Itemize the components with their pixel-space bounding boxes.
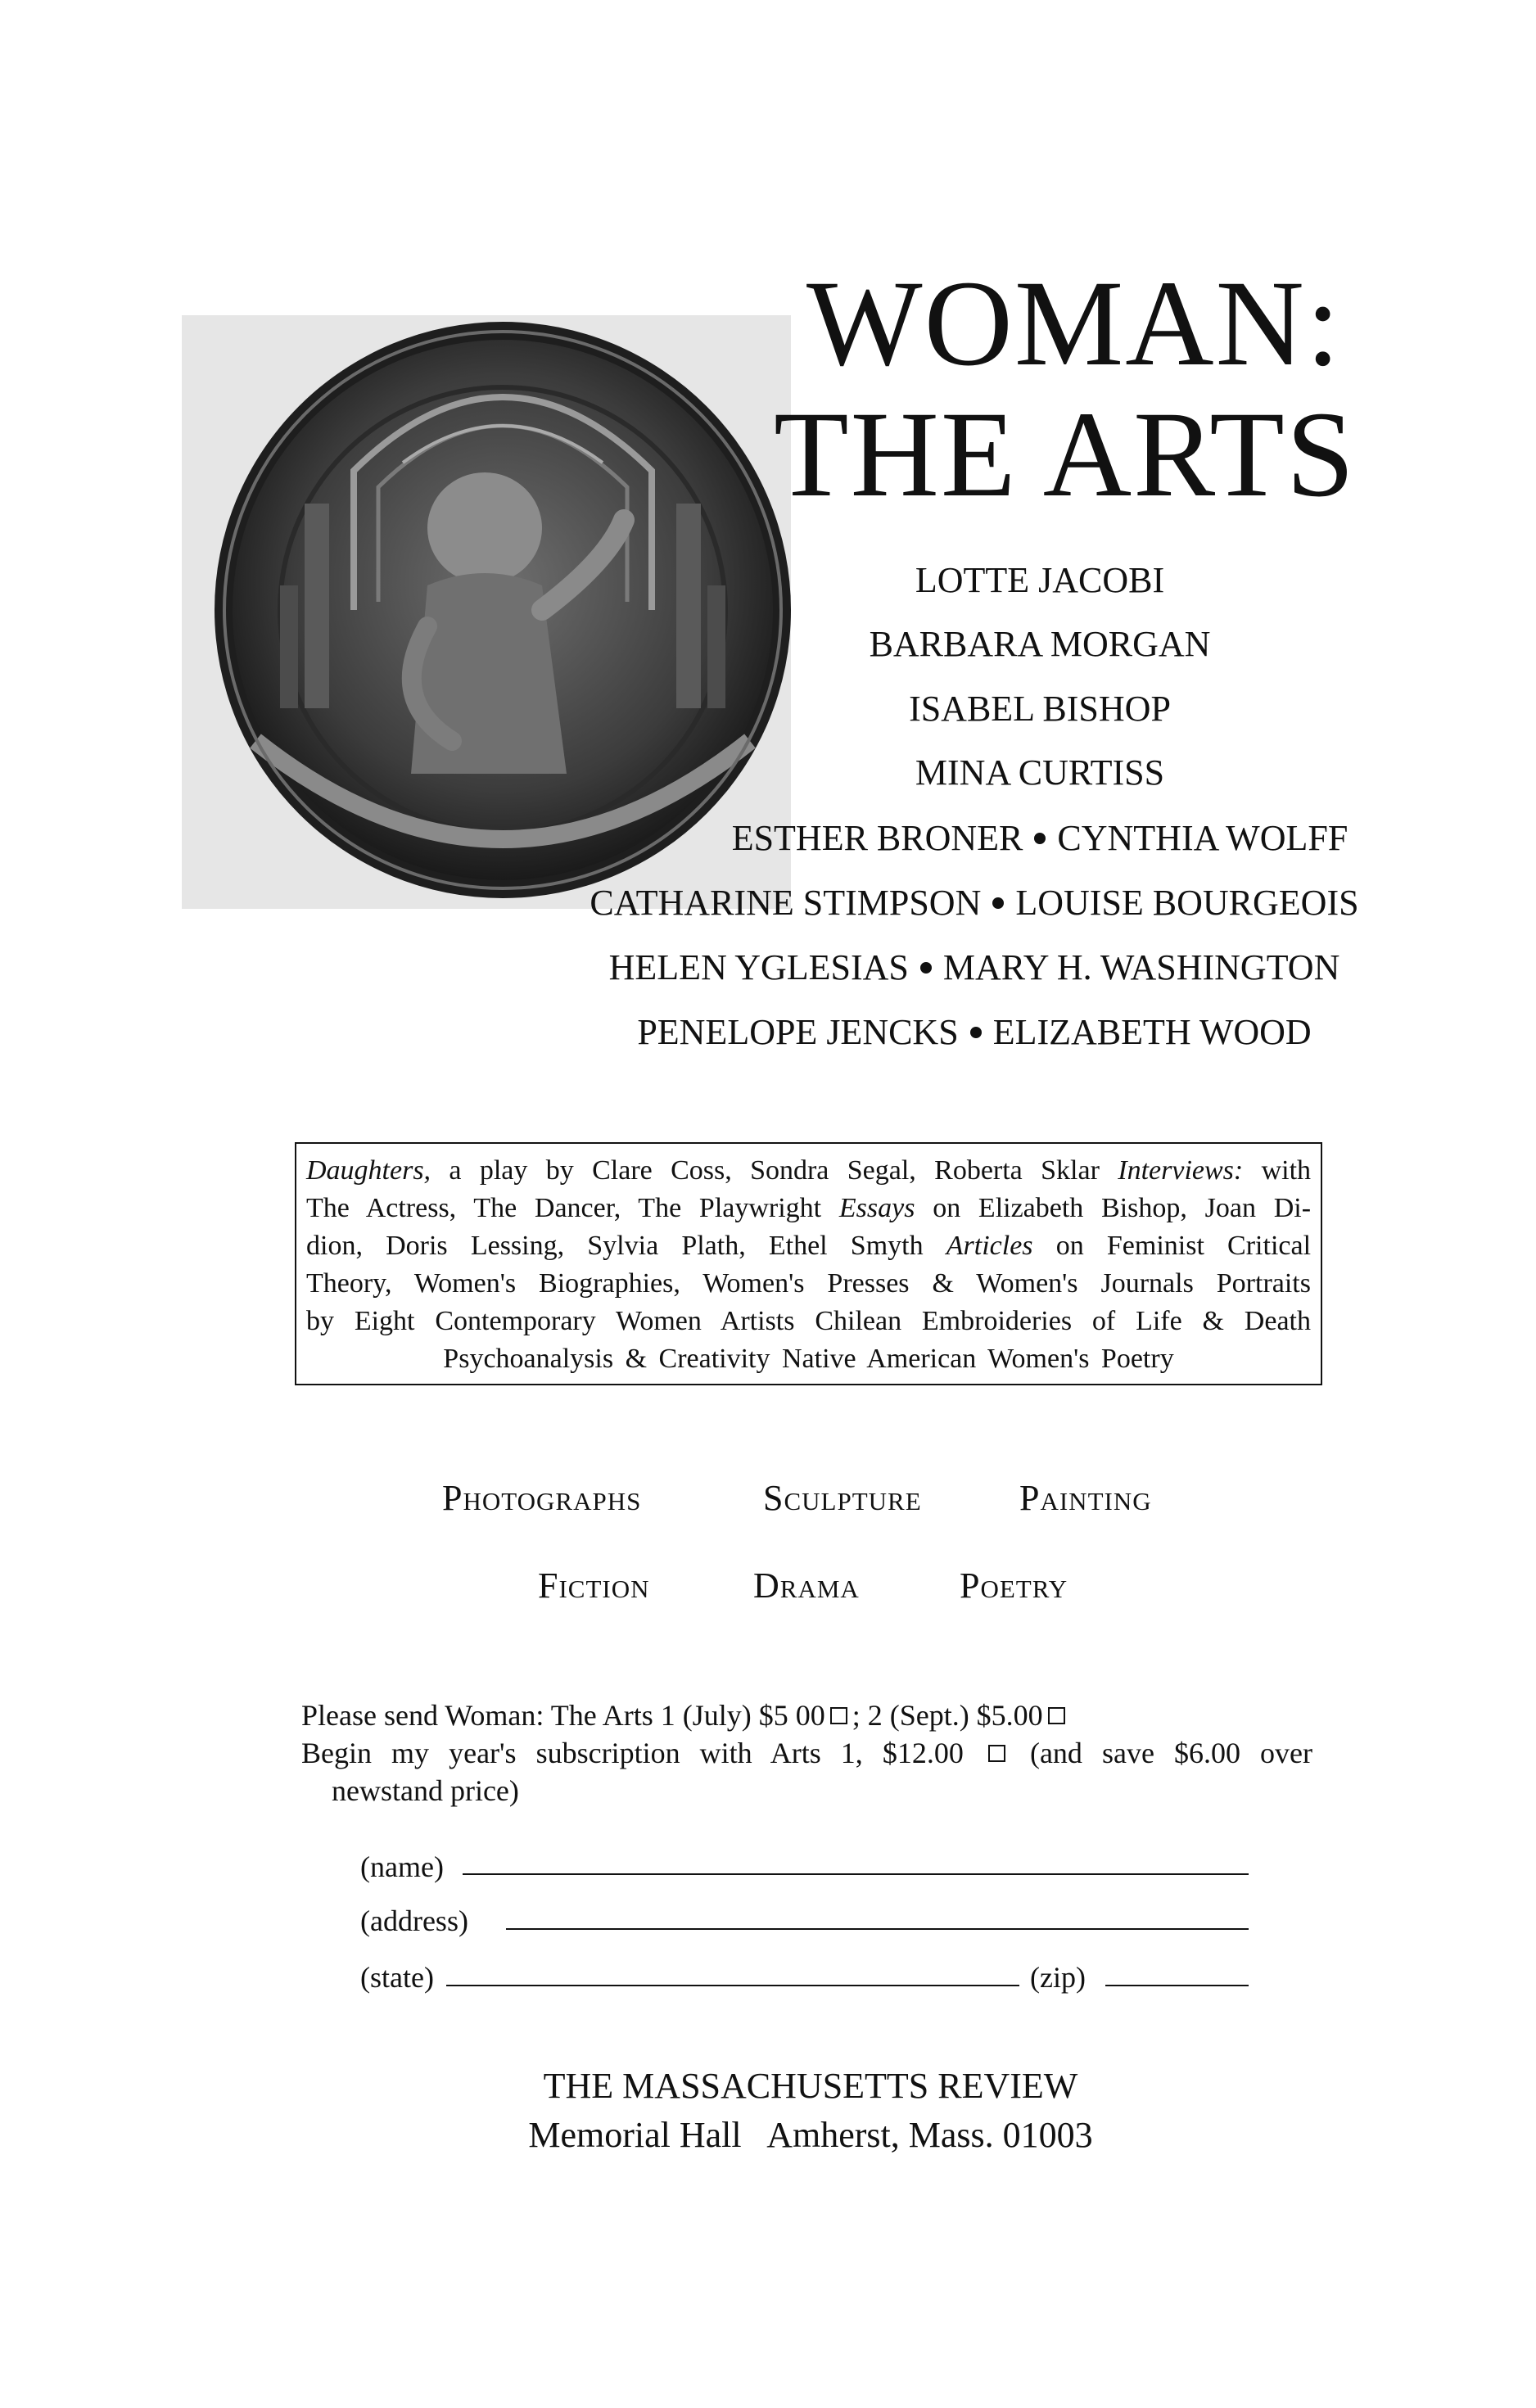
bullet-dot [992, 897, 1004, 909]
subscription-checkbox[interactable] [988, 1745, 1005, 1762]
publisher-name: THE MASSACHUSETTS REVIEW [543, 2066, 1078, 2106]
contents-italic: Articles [946, 1231, 1033, 1261]
contributor-line [716, 819, 1363, 858]
contributor-line [852, 625, 1228, 664]
contributor-line [913, 561, 1167, 600]
contributor-line [884, 753, 1195, 793]
contents-line: by Eight Contemporary Women Artists Chilean Embroideries of Life & Death [306, 1306, 1311, 1336]
contributor-name: BARBARA MORGAN [869, 624, 1211, 664]
category-label: Painting [1019, 1478, 1152, 1518]
contents-italic: Interviews: [1118, 1155, 1244, 1186]
order-text: Begin my year's subscription with Arts 1, $12.00 [301, 1737, 964, 1769]
issue-2-checkbox[interactable] [1048, 1707, 1065, 1724]
address-field[interactable] [506, 1928, 1249, 1930]
address-label: (address) [360, 1904, 468, 1937]
contributor-name: LOUISE BOURGEOIS [1015, 883, 1359, 923]
order-text: (and save $6.00 over [1029, 1737, 1313, 1769]
state-label: (state) [360, 1961, 434, 1994]
contributor-line [888, 689, 1191, 729]
contributor-name: ELIZABETH WOOD [992, 1012, 1312, 1052]
contents-box [295, 1142, 1322, 1385]
contributor-name: HELEN YGLESIAS [608, 947, 909, 987]
contributor-line [622, 1013, 1326, 1052]
name-label: (name) [360, 1850, 444, 1883]
contributor-name: LOTTE JACOBI [915, 560, 1165, 600]
bullet-dot [1034, 833, 1046, 844]
contents-line [306, 1152, 1311, 1190]
contents-line: Theory, Women's Biographies, Women's Presses & Women's Journals Portraits [306, 1268, 1311, 1299]
contents-italic: Essays [838, 1193, 915, 1223]
category-label: Fiction [538, 1565, 650, 1606]
order-line [301, 1696, 1070, 1734]
order-line [301, 1734, 1312, 1772]
contents-text: with [1261, 1155, 1312, 1186]
bullet-dot [920, 962, 932, 974]
issue-1-checkbox[interactable] [830, 1707, 847, 1724]
zip-label: (zip) [1030, 1961, 1086, 1994]
order-text: ; 2 (Sept.) $5.00 [852, 1699, 1043, 1732]
order-text: Please send Woman: The Arts 1 (July) $5 00 [301, 1699, 825, 1732]
title-line-1: WOMAN: [806, 255, 1342, 391]
zip-field[interactable] [1105, 1985, 1249, 1986]
order-line: newstand price) [332, 1774, 519, 1807]
contributor-name: CYNTHIA WOLFF [1057, 818, 1349, 858]
contents-line [306, 1190, 1311, 1227]
seal-image [182, 315, 791, 909]
contributor-name: MINA CURTISS [915, 752, 1165, 793]
contents-line: Psychoanalysis & Creativity Native American Women's Poetry [443, 1344, 1174, 1374]
contributor-name: CATHARINE STIMPSON [590, 883, 982, 923]
contents-line [306, 1227, 1311, 1265]
category-label: Photographs [442, 1478, 642, 1518]
bullet-dot [970, 1027, 982, 1038]
category-label: Drama [753, 1565, 860, 1606]
contents-text: a play by Clare Coss, Sondra Segal, Roberta Sklar [449, 1155, 1100, 1186]
category-label: Sculpture [763, 1478, 922, 1518]
contents-text: The Actress, The Dancer, The Playwright [306, 1193, 822, 1223]
contributor-name: ESTHER BRONER [731, 818, 1023, 858]
category-label: Poetry [960, 1565, 1068, 1606]
name-field[interactable] [463, 1873, 1249, 1875]
publisher-address: Memorial Hall Amherst, Mass. 01003 [528, 2115, 1093, 2155]
title-line-2: THE ARTS [774, 386, 1357, 522]
contributor-line [585, 948, 1363, 987]
contributor-name: ISABEL BISHOP [909, 689, 1171, 729]
contributor-name: PENELOPE JENCKS [637, 1012, 959, 1052]
contributor-line [573, 883, 1376, 923]
contents-text: dion, Doris Lessing, Sylvia Plath, Ethel Smyth [306, 1231, 924, 1261]
state-field[interactable] [446, 1985, 1019, 1986]
contents-italic: Daughters, [306, 1155, 431, 1186]
contents-text: on Elizabeth Bishop, Joan Di- [933, 1193, 1312, 1223]
contributor-name: MARY H. WASHINGTON [942, 947, 1340, 987]
contents-text: on Feminist Critical [1055, 1231, 1312, 1261]
